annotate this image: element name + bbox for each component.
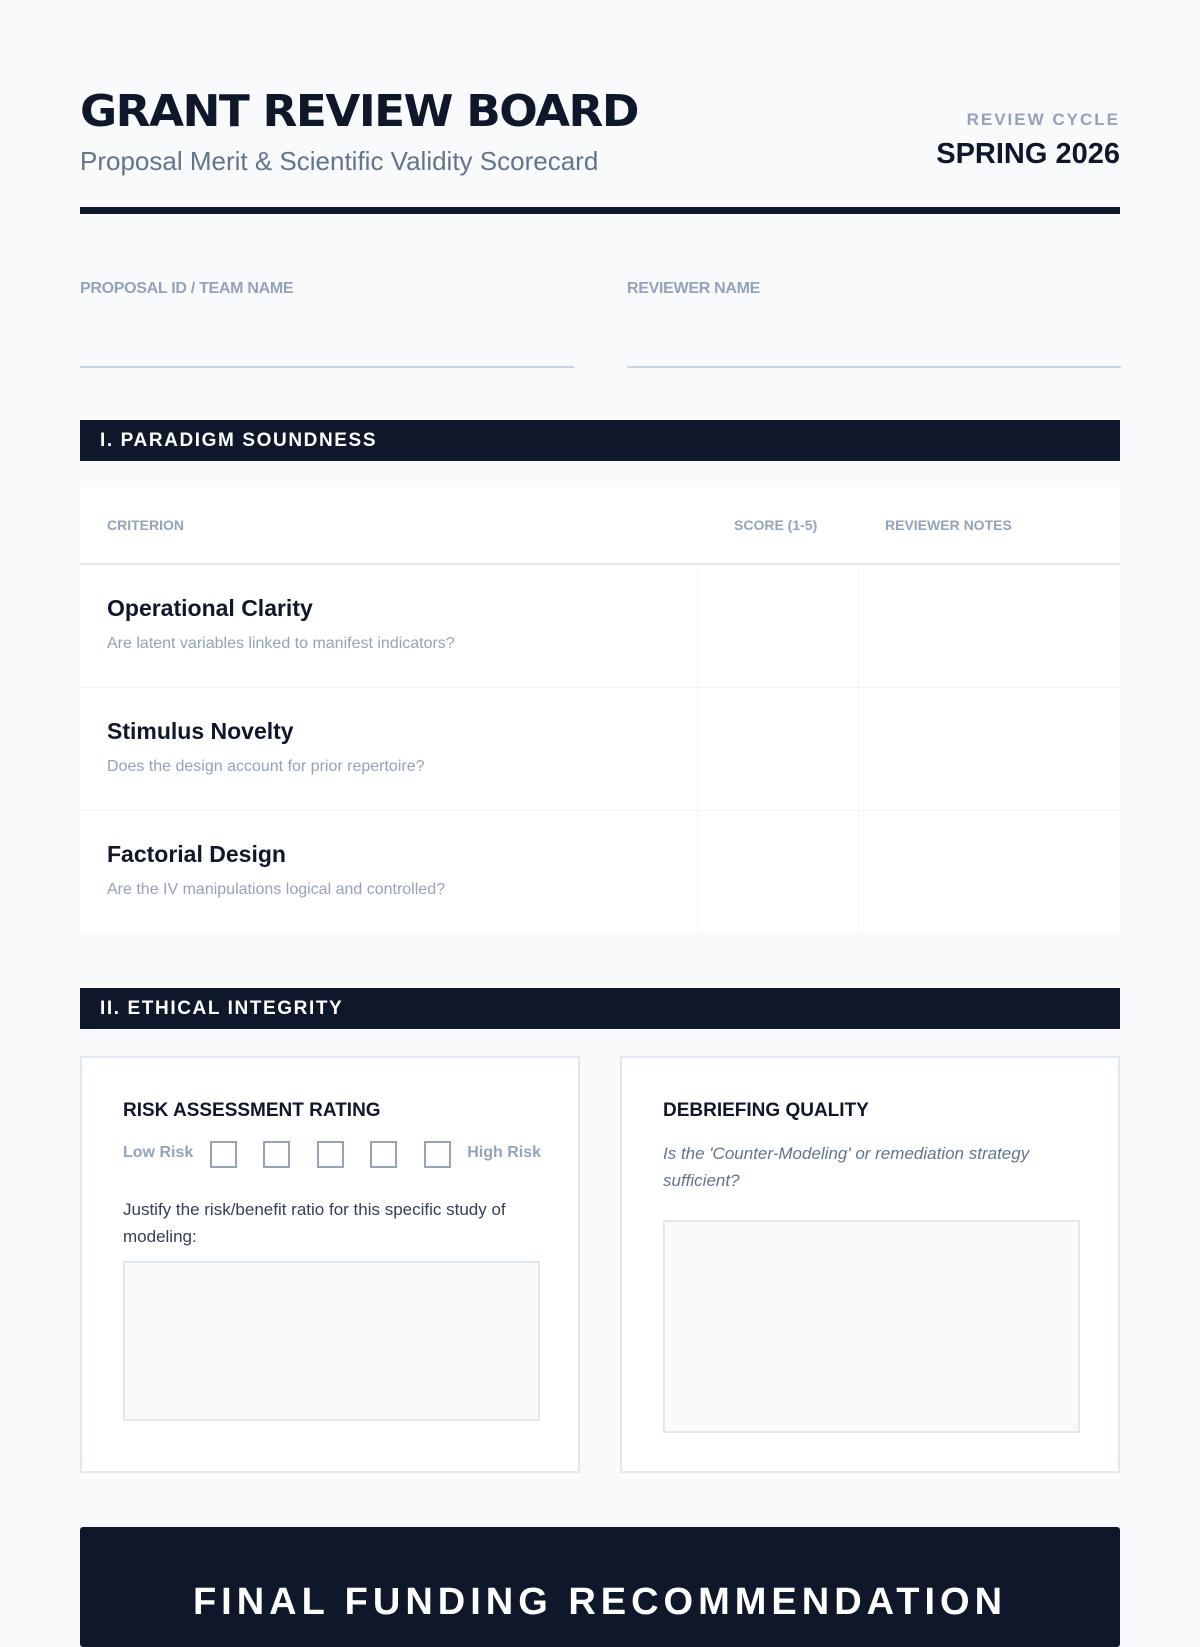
column-header-criterion: CRITERION (107, 517, 184, 533)
risk-checkbox-5[interactable] (424, 1141, 451, 1168)
section-paradigm-header: I. PARADIGM SOUNDNESS (80, 420, 1120, 461)
criteria-table (80, 487, 1120, 932)
criterion-name: Operational Clarity (107, 595, 313, 621)
column-header-score: SCORE (1-5) (734, 517, 818, 533)
low-risk-label: Low Risk (123, 1144, 194, 1161)
risk-rating-scale (123, 1139, 541, 1169)
cell-divider (697, 688, 698, 810)
risk-justification-textarea[interactable] (123, 1261, 540, 1421)
debriefing-card (620, 1056, 1120, 1473)
column-header-notes: REVIEWER NOTES (885, 517, 1012, 533)
risk-assessment-title: RISK ASSESSMENT RATING (123, 1100, 381, 1121)
high-risk-label: High Risk (467, 1144, 541, 1161)
risk-assessment-card (80, 1056, 580, 1473)
final-recommendation-panel (80, 1527, 1120, 1647)
table-row (80, 811, 1120, 932)
final-recommendation-title: FINAL FUNDING RECOMMENDATION (192, 1581, 1008, 1623)
criterion-description: Are the IV manipulations logical and controlled? (107, 881, 445, 898)
page-title: GRANT REVIEW BOARD (80, 86, 638, 137)
cell-divider (697, 565, 698, 687)
criterion-name: Factorial Design (107, 841, 286, 867)
section-ethics-header: II. ETHICAL INTEGRITY (80, 988, 1120, 1029)
proposal-id-field[interactable] (80, 280, 574, 368)
risk-checkbox-1[interactable] (210, 1141, 237, 1168)
criteria-table-header (80, 487, 1120, 565)
proposal-id-label: PROPOSAL ID / TEAM NAME (80, 280, 294, 297)
cell-divider (858, 811, 859, 932)
criterion-name: Stimulus Novelty (107, 718, 294, 744)
table-row (80, 565, 1120, 688)
debriefing-textarea[interactable] (663, 1220, 1080, 1433)
header (80, 80, 1120, 214)
review-cycle-value: SPRING 2026 (936, 138, 1120, 170)
cell-divider (858, 688, 859, 810)
cell-divider (858, 565, 859, 687)
debriefing-title: DEBRIEFING QUALITY (663, 1100, 869, 1121)
reviewer-name-label: REVIEWER NAME (627, 280, 760, 297)
debriefing-prompt: Is the 'Counter-Modeling' or remediation strategy sufficient? (663, 1144, 1030, 1190)
table-row (80, 688, 1120, 811)
risk-checkbox-3[interactable] (317, 1141, 344, 1168)
criterion-description: Does the design account for prior repertoire? (107, 758, 425, 775)
criterion-description: Are latent variables linked to manifest indicators? (107, 635, 455, 652)
reviewer-name-field[interactable] (627, 280, 1121, 368)
cell-divider (697, 811, 698, 932)
risk-checkbox-4[interactable] (370, 1141, 397, 1168)
review-cycle-label: REVIEW CYCLE (966, 110, 1120, 129)
risk-justification-prompt: Justify the risk/benefit ratio for this specific study of modeling: (123, 1200, 506, 1246)
page-subtitle: Proposal Merit & Scientific Validity Scorecard (80, 146, 599, 176)
risk-checkbox-2[interactable] (263, 1141, 290, 1168)
